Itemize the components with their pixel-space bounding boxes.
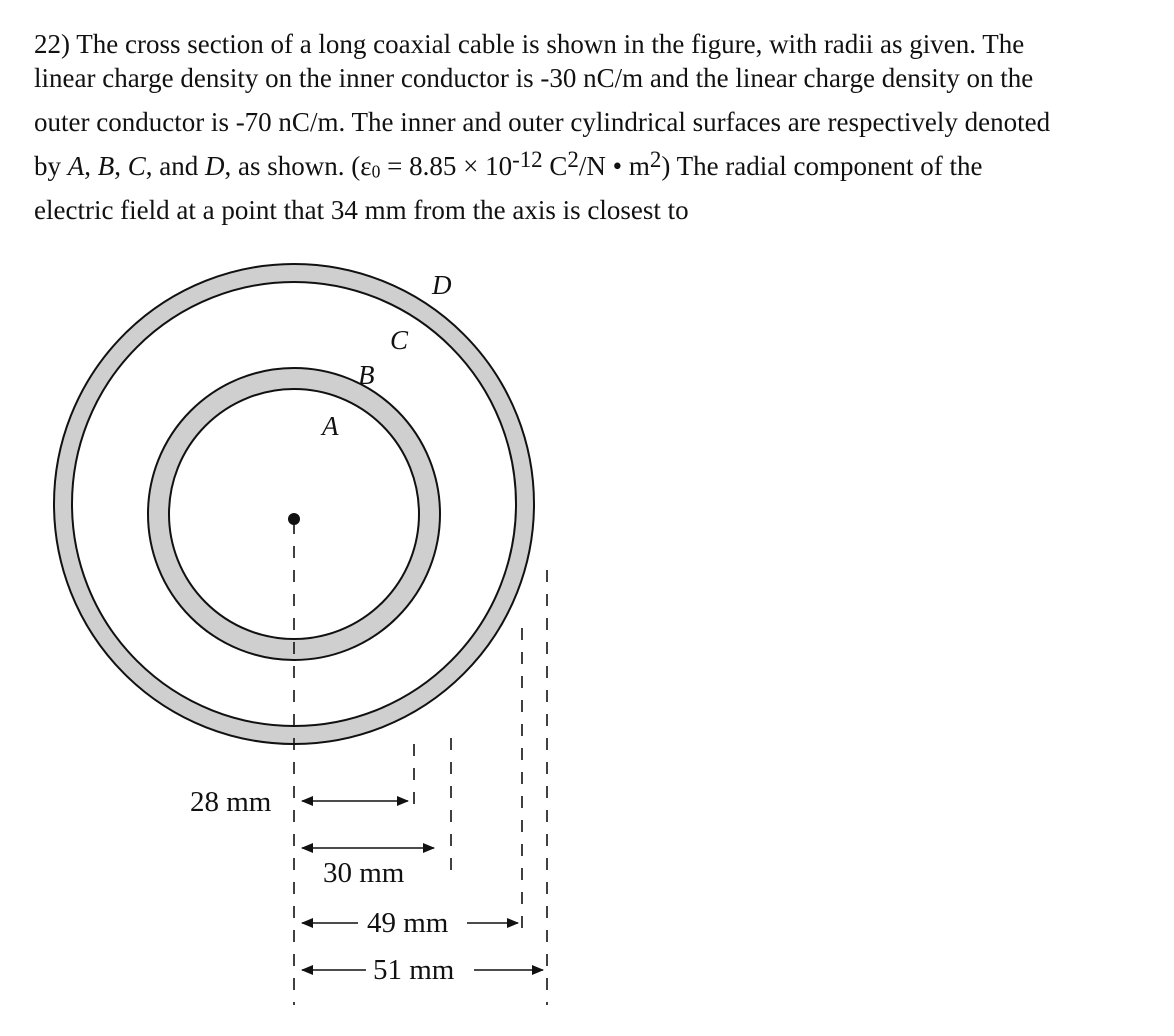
question-line-3: outer conductor is -70 nC/m. The inner and outer cylindrical surfaces are respectively denoted: [34, 107, 1051, 137]
surface-ref-b: B: [97, 151, 115, 181]
dimension-label-51mm: 51 mm: [373, 954, 455, 986]
dimension-label-28mm: 28 mm: [190, 786, 272, 818]
question-line-2: linear charge density on the inner conductor is -30 nC/m and the linear charge density on the: [34, 63, 1034, 93]
separator-1: ,: [84, 151, 98, 181]
unit-coulomb: C: [542, 151, 568, 181]
exponent-2a: 2: [567, 146, 579, 172]
epsilon-symbol: ε: [360, 151, 372, 181]
question-number: 22): [34, 29, 70, 59]
line4-prefix: by: [34, 151, 68, 181]
dimension-label-30mm: 30 mm: [323, 857, 405, 889]
surface-ref-c: C: [127, 151, 146, 181]
epsilon-value: = 8.85 × 10: [380, 151, 513, 181]
line4-end: ) The radial component of the: [661, 151, 983, 181]
exponent-neg12: -12: [512, 146, 543, 172]
surface-label-a: A: [322, 411, 339, 441]
separator-3: , and: [145, 151, 205, 181]
exponent-2b: 2: [649, 146, 662, 172]
separator-2: ,: [114, 151, 128, 181]
surface-label-b: B: [358, 360, 375, 390]
surface-ref-a: A: [67, 151, 85, 181]
line4-middle: , as shown. (: [224, 151, 361, 181]
question-line-5: electric field at a point that 34 mm from the axis is closest to: [34, 195, 689, 225]
question-line-1-text: The cross section of a long coaxial cable is shown in the figure, with radii as given. The: [76, 29, 1025, 59]
surface-label-c: C: [390, 325, 409, 355]
epsilon-subscript: 0: [371, 161, 381, 182]
surface-ref-d: D: [205, 151, 225, 181]
surface-label-d: D: [432, 270, 452, 300]
dimension-label-49mm: 49 mm: [367, 907, 449, 939]
unit-newton-meter: /N • m: [578, 151, 650, 181]
